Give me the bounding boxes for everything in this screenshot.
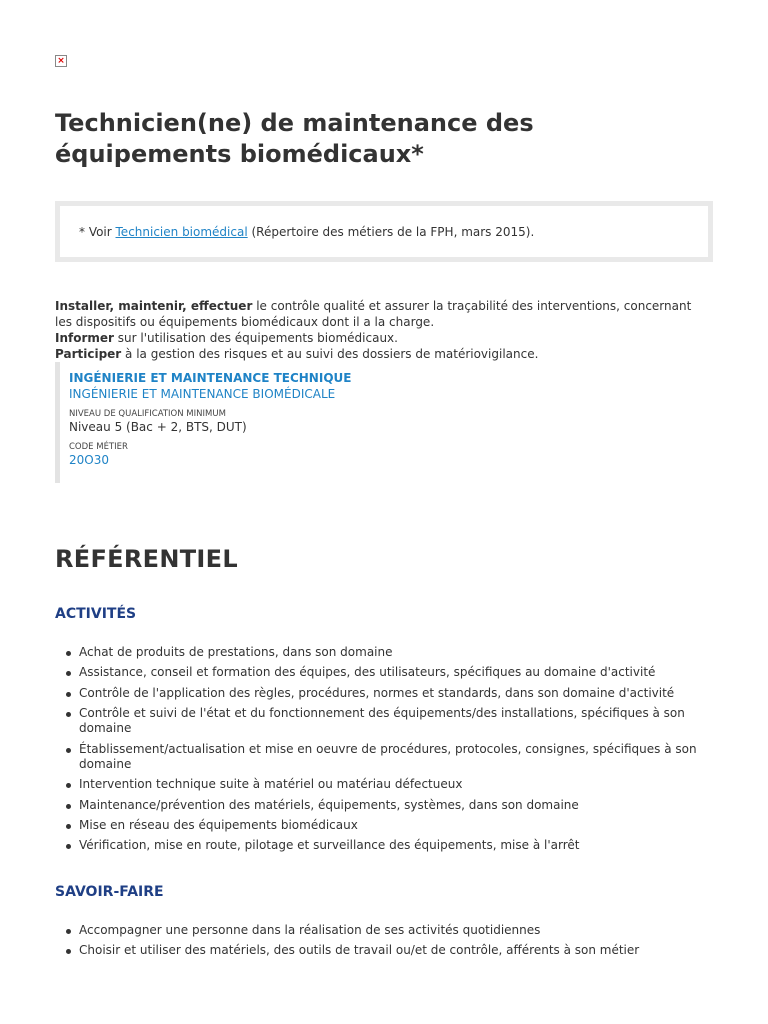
code-value[interactable]: 20O30 (69, 453, 109, 467)
intro-text-2: sur l'utilisation des équipements biomédicaux. (113, 331, 398, 345)
intro-text-3: à la gestion des risques et au suivi des dossiers de matériovigilance. (121, 347, 539, 361)
list-item: Choisir et utiliser des matériels, des outils de travail ou/et de contrôle, afférents à son métier (79, 943, 739, 959)
list-item: Contrôle et suivi de l'état et du fonctionnement des équipements/des installations, spécifiques à son domaine (79, 706, 739, 737)
note-box (55, 201, 713, 262)
note-prefix: * Voir (79, 225, 116, 239)
qualification-label: NIVEAU DE QUALIFICATION MINIMUM (69, 409, 226, 419)
intro-text-1: le contrôle qualité et assurer la traçabilité des interventions, concernant les dispositifs ou équipements biomédicaux dont il a la charge. (55, 299, 692, 329)
note-suffix: (Répertoire des métiers de la FPH, mars 2015). (247, 225, 535, 239)
broken-image-icon: × (55, 55, 67, 67)
intro-verb-1: Installer, maintenir, effectuer (55, 299, 253, 313)
list-item: Contrôle de l'application des règles, procédures, normes et standards, dans son domaine d'activité (79, 686, 739, 702)
job-summary (55, 298, 705, 362)
list-item: Vérification, mise en route, pilotage et surveillance des équipements, mise à l'arrêt (79, 838, 739, 854)
activites-list (55, 645, 739, 859)
referentiel-heading: RÉFÉRENTIEL (55, 545, 238, 573)
list-item: Achat de produits de prestations, dans son domaine (79, 645, 739, 661)
job-info-card (55, 362, 355, 483)
intro-verb-3: Participer (55, 347, 122, 361)
technicien-biomedical-link[interactable]: Technicien biomédical (115, 225, 248, 239)
activites-heading: ACTIVITÉS (55, 606, 137, 622)
code-label: CODE MÉTIER (69, 442, 128, 452)
page-title: Technicien(ne) de maintenance des équipements biomédicaux* (55, 109, 534, 168)
list-item: Accompagner une personne dans la réalisation de ses activités quotidiennes (79, 923, 739, 939)
subdomain-link[interactable]: INGÉNIERIE ET MAINTENANCE BIOMÉDICALE (69, 387, 336, 401)
list-item: Mise en réseau des équipements biomédicaux (79, 818, 739, 834)
list-item: Établissement/actualisation et mise en oeuvre de procédures, protocoles, consignes, spécifiques à son domaine (79, 742, 739, 773)
list-item: Intervention technique suite à matériel ou matériau défectueux (79, 777, 739, 793)
qualification-value: Niveau 5 (Bac + 2, BTS, DUT) (69, 420, 247, 434)
list-item: Assistance, conseil et formation des équipes, des utilisateurs, spécifiques au domaine d'activité (79, 665, 739, 681)
savoir-faire-list (55, 923, 739, 964)
list-item: Maintenance/prévention des matériels, équipements, systèmes, dans son domaine (79, 798, 739, 814)
domain-link[interactable]: INGÉNIERIE ET MAINTENANCE TECHNIQUE (69, 371, 352, 385)
savoir-faire-heading: SAVOIR-FAIRE (55, 884, 164, 900)
intro-verb-2: Informer (55, 331, 114, 345)
